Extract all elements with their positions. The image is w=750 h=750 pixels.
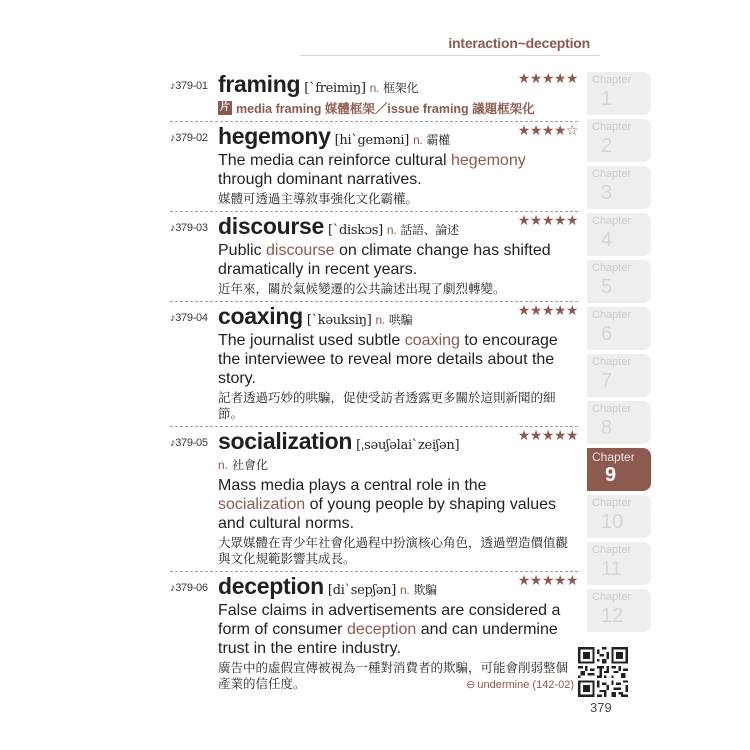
chinese-definition: 話語、論述 xyxy=(400,223,459,237)
example-translation: 近年來，關於氣候變遷的公共論述出現了劇烈轉變。 xyxy=(218,282,506,296)
pronunciation: [hiˋgeməni] xyxy=(334,133,410,148)
entry-number[interactable]: ♪379-05 xyxy=(170,437,208,449)
headword: coaxing [ˋkəuksiŋ] n. 哄騙 xyxy=(218,303,413,329)
chapter-tabs xyxy=(587,72,651,636)
pronunciation: [ˋkəuksiŋ] xyxy=(306,313,372,328)
section-title: interaction~deception xyxy=(448,35,590,51)
chapter-tab-3[interactable]: Chapter 3 xyxy=(587,166,651,209)
example-translation: 廣告中的虛假宣傳被視為一種對消費者的欺騙，可能會削弱整個產業的信任度。 xyxy=(218,661,569,691)
chapter-tab-12[interactable]: Chapter 12 xyxy=(587,589,651,632)
headword: socialization [ˌsəuʃəlaiˋzeiʃən] xyxy=(218,428,460,454)
part-of-speech: n. xyxy=(369,81,380,95)
vocab-entry-hegemony xyxy=(170,122,578,212)
phrase-tag: 片 xyxy=(220,102,230,113)
chinese-definition: 社會化 xyxy=(232,458,269,472)
example-sentence: The media can reinforce cultural hegemony through dominant narratives. xyxy=(218,152,526,188)
part-of-speech: n. xyxy=(400,583,410,597)
example-sentence: Public discourse on climate change has shifted dramatically in recent years. xyxy=(218,242,551,278)
headword: discourse [ˋdiskɔs] n. 話語、論述 xyxy=(218,213,459,239)
pronunciation: [ˌsəuʃəlaiˋzeiʃən] xyxy=(356,438,460,453)
headword: deception [diˋsepʃən] n. 欺騙 xyxy=(218,573,437,599)
part-of-speech: n. xyxy=(375,313,385,327)
entry-number[interactable]: ♪379-03 xyxy=(170,222,208,234)
vocab-entry-coaxing xyxy=(170,302,578,427)
chapter-tab-1[interactable]: Chapter 1 xyxy=(587,72,651,115)
cross-reference[interactable]: ⊖ undermine (142-02) xyxy=(466,679,574,691)
pronunciation: [ˋfreimiŋ] xyxy=(304,81,366,96)
entry-headline xyxy=(170,428,578,456)
phrase-text: media framing 媒體框架／issue framing 議題框架化 xyxy=(236,102,535,116)
chapter-tab-9[interactable]: Chapter 9 xyxy=(587,448,651,491)
headword: hegemony [hiˋgeməni] n. 霸權 xyxy=(218,123,450,149)
chinese-definition: 欺騙 xyxy=(413,583,437,597)
phrase-line xyxy=(218,99,578,117)
importance-stars: ★★★★★ xyxy=(517,428,578,444)
circle-arrow-left-icon: ⊖ xyxy=(466,679,476,691)
entry-headline xyxy=(170,573,578,601)
entry-headline xyxy=(170,213,578,241)
chinese-definition: 霸權 xyxy=(426,133,450,147)
part-of-speech: n. xyxy=(218,458,229,472)
entry-headline xyxy=(170,123,578,151)
entry-number[interactable]: ♪379-01 xyxy=(170,80,208,92)
entry-headline xyxy=(170,303,578,331)
qr-code-icon[interactable] xyxy=(578,647,628,697)
entry-number[interactable]: ♪379-04 xyxy=(170,312,208,324)
chapter-tab-8[interactable]: Chapter 8 xyxy=(587,401,651,444)
headword: framing [ˋfreimiŋ] n. 框架化 xyxy=(218,71,419,97)
part-of-speech: n. xyxy=(386,223,397,237)
importance-stars: ★★★★★ xyxy=(517,573,578,589)
chapter-tab-5[interactable]: Chapter 5 xyxy=(587,260,651,303)
entry-body xyxy=(218,331,578,422)
entry-number[interactable]: ♪379-06 xyxy=(170,582,208,594)
vocab-entry-discourse xyxy=(170,212,578,302)
header-rule xyxy=(300,55,600,56)
pronunciation: [ˋdiskɔs] xyxy=(327,223,383,238)
chapter-tab-11[interactable]: Chapter 11 xyxy=(587,542,651,585)
chapter-tab-7[interactable]: Chapter 7 xyxy=(587,354,651,397)
example-translation: 媒體可透過主導敘事強化文化霸權。 xyxy=(218,192,419,206)
entry-body xyxy=(218,151,578,207)
example-translation: 大眾媒體在青少年社會化過程中扮演核心角色，透過塑造價值觀與文化規範影響其成長。 xyxy=(218,536,569,566)
chapter-tab-2[interactable]: Chapter 2 xyxy=(587,119,651,162)
chinese-definition: 框架化 xyxy=(383,81,419,95)
vocabulary-list xyxy=(170,70,578,696)
example-sentence: Mass media plays a central role in the socialization of young people by shaping values and cultural norms. xyxy=(218,477,557,532)
part-of-speech: n. xyxy=(413,133,423,147)
importance-stars: ★★★★☆ xyxy=(517,123,578,139)
chapter-tab-4[interactable]: Chapter 4 xyxy=(587,213,651,256)
vocab-entry-socialization xyxy=(170,427,578,572)
pos-line xyxy=(218,456,578,473)
pronunciation: [diˋsepʃən] xyxy=(327,583,397,598)
vocab-entry-framing xyxy=(170,70,578,122)
importance-stars: ★★★★★ xyxy=(517,303,578,319)
entry-body xyxy=(218,456,578,567)
chapter-tab-10[interactable]: Chapter 10 xyxy=(587,495,651,538)
importance-stars: ★★★★★ xyxy=(517,71,578,87)
entry-number[interactable]: ♪379-02 xyxy=(170,132,208,144)
example-sentence: False claims in advertisements are considered a form of consumer deception and can undermine trust in the entire industry. xyxy=(218,602,561,657)
vocab-entry-deception xyxy=(170,572,578,696)
example-translation: 記者透過巧妙的哄騙，促使受訪者透露更多關於這則新聞的細節。 xyxy=(218,391,556,421)
chapter-tab-6[interactable]: Chapter 6 xyxy=(587,307,651,350)
entry-body xyxy=(218,241,578,297)
importance-stars: ★★★★★ xyxy=(517,213,578,229)
entry-headline xyxy=(170,71,578,99)
chinese-definition: 哄騙 xyxy=(388,313,413,327)
example-sentence: The journalist used subtle coaxing to encourage the interviewee to reveal more details about the story. xyxy=(218,332,558,387)
page-number: 379 xyxy=(590,700,612,715)
